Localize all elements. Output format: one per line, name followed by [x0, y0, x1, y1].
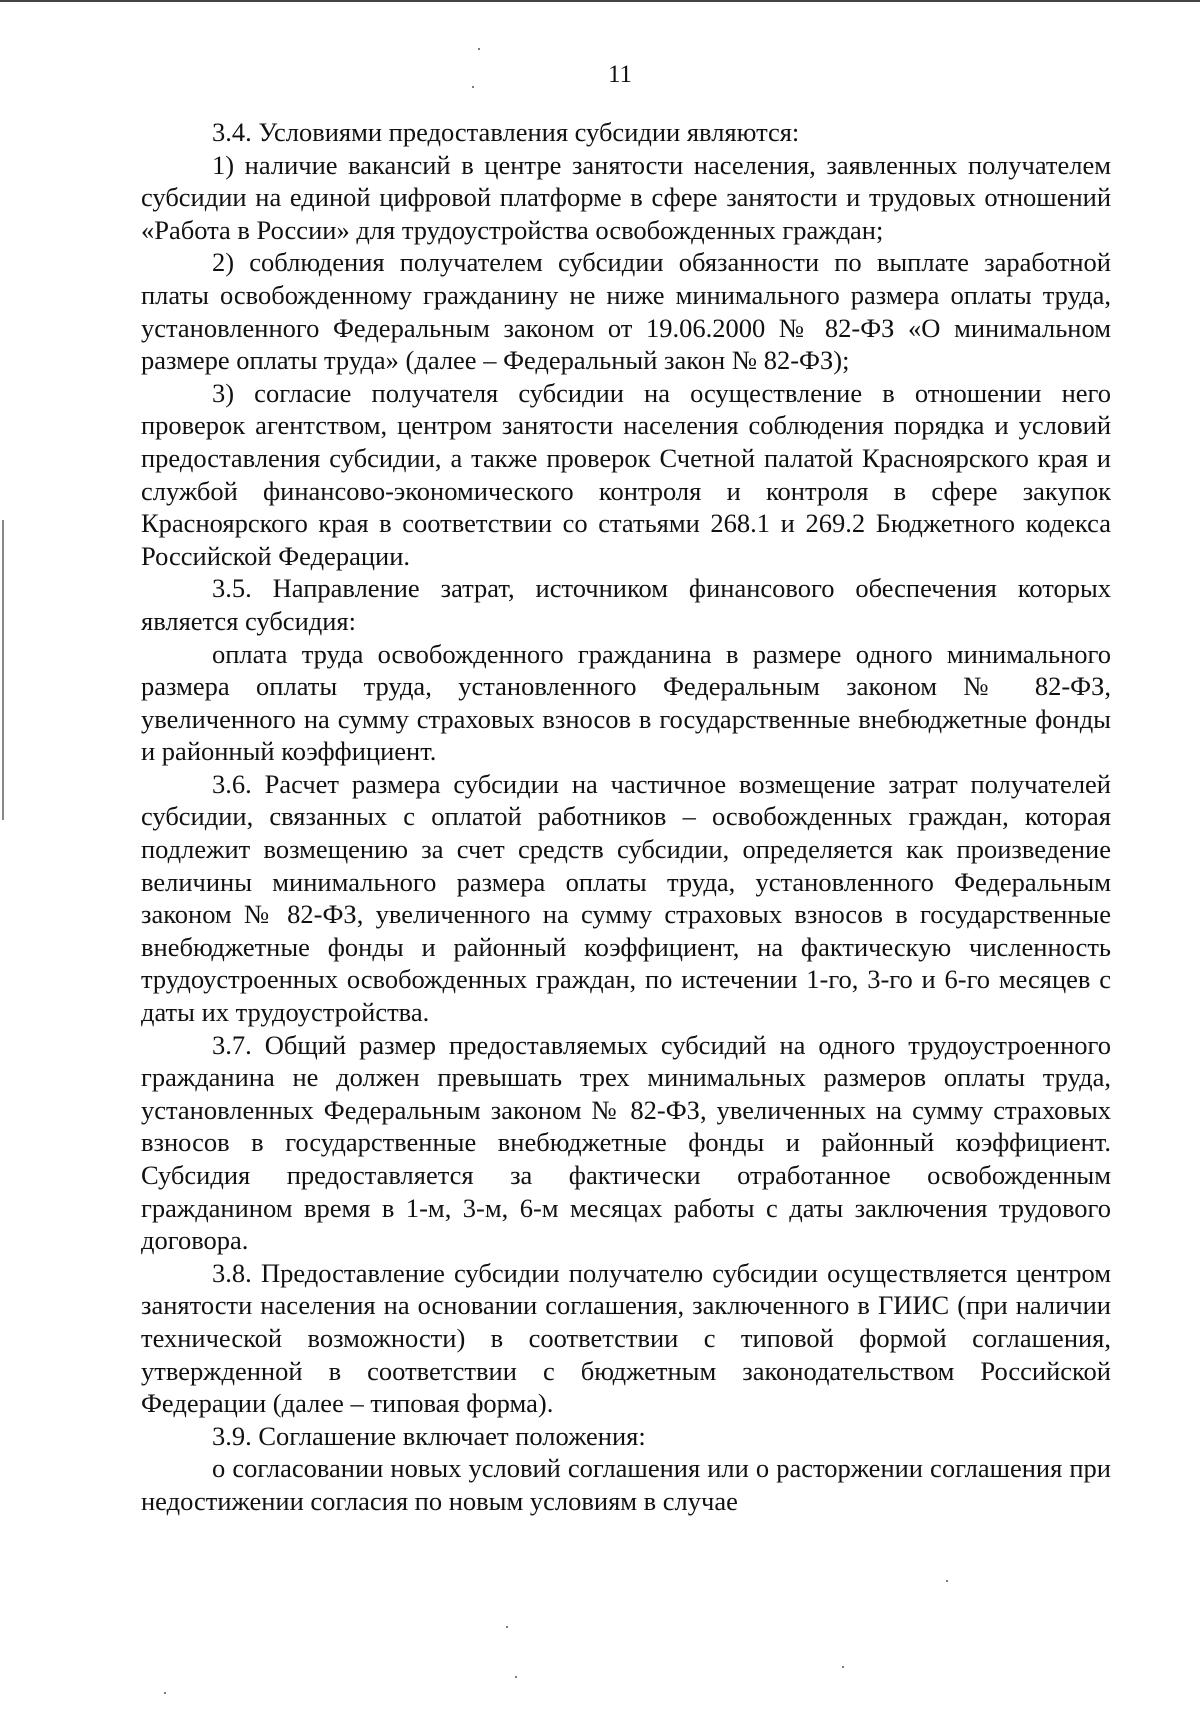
paragraph-agreement-provisions: о согласовании новых условий соглашения или о расторжении соглашения при недостижении согласия по новым условиям в случае [141, 1453, 1111, 1516]
paragraph-cost-direction: оплата труда освобожденного гражданина в размере одного минимального размера оплаты труда, установленного Федеральным законом № 82-ФЗ, увеличенного на сумму страховых взносов в государственные внебюджетные фонды и районный коэффициент. [141, 638, 1111, 767]
scan-speck [472, 86, 474, 88]
scan-speck [478, 48, 480, 50]
paragraph-3-8: 3.8. Предоставление субсидии получателю субсидии осуществляется центром занятости населения на основании соглашения, заключенного в ГИИС (при наличии технической возможности) в соответствии с типовой формой соглашения, утвержденной в соответствии с бюджетным законодательством Российской Федерации (далее – типовая форма). [141, 1257, 1111, 1419]
scan-speck [946, 1580, 948, 1582]
document-body [141, 116, 1111, 1518]
scan-edge-mark [2, 520, 4, 820]
paragraph-condition-1: 1) наличие вакансий в центре занятости населения, заявленных получателем субсидии на единой цифровой платформе в сфере занятости и трудовых отношений «Работа в России» для трудоустройства освобожденных граждан; [141, 149, 1111, 245]
page-number: 11 [607, 61, 633, 88]
scan-speck [506, 1626, 508, 1628]
paragraph-condition-3: 3) согласие получателя субсидии на осуществление в отношении него проверок агентством, центром занятости населения соблюдения порядка и условий предоставления субсидии, а также проверок Счетной палатой Красноярского края и службой финансово-экономического контроля и контроля в сфере закупок Красноярского края в соответствии со статьями 268.1 и 269.2 Бюджетного кодекса Российской Федерации. [141, 377, 1111, 571]
top-edge-line [0, 0, 1200, 2]
paragraph-3-9: 3.9. Соглашение включает положения: [212, 1420, 646, 1451]
paragraph-3-7: 3.7. Общий размер предоставляемых субсидий на одного трудоустроенного гражданина не должен превышать трех минимальных размеров оплаты труда, установленных Федеральным законом № 82-ФЗ, увеличенных на сумму страховых взносов в государственные внебюджетные фонды и районный коэффициент. Субсидия предоставляется за фактически отработанное освобожденным гражданином время в 1-м, 3-м, 6-м месяцах работы с даты заключения трудового договора. [141, 1029, 1111, 1256]
paragraph-condition-2: 2) соблюдения получателем субсидии обязанности по выплате заработной платы освобожденному гражданину не ниже минимального размера оплаты труда, установленного Федеральным законом от 19.06.2000 № 82-ФЗ «О минимальном размере оплаты труда» (далее – Федеральный закон № 82-ФЗ); [141, 247, 1111, 376]
scan-speck [164, 1692, 166, 1694]
scan-speck [842, 1666, 844, 1668]
scan-speck [515, 1676, 517, 1678]
paragraph-3-4: 3.4. Условиями предоставления субсидии являются: [212, 117, 800, 147]
paragraph-3-5: 3.5. Направление затрат, источником финансового обеспечения которых является субсидия: [141, 573, 1111, 636]
paragraph-3-6: 3.6. Расчет размера субсидии на частичное возмещение затрат получателей субсидии, связанных с оплатой работников – освобожденных граждан, которая подлежит возмещению за счет средств субсидии, определяется как произведение величины минимального размера оплаты труда, установленного Федеральным законом № 82-ФЗ, увеличенного на сумму страховых взносов в государственные внебюджетные фонды и районный коэффициент, на фактическую численность трудоустроенных освобожденных граждан, по истечении 1-го, 3-го и 6-го месяцев с даты их трудоустройства. [141, 768, 1111, 1028]
